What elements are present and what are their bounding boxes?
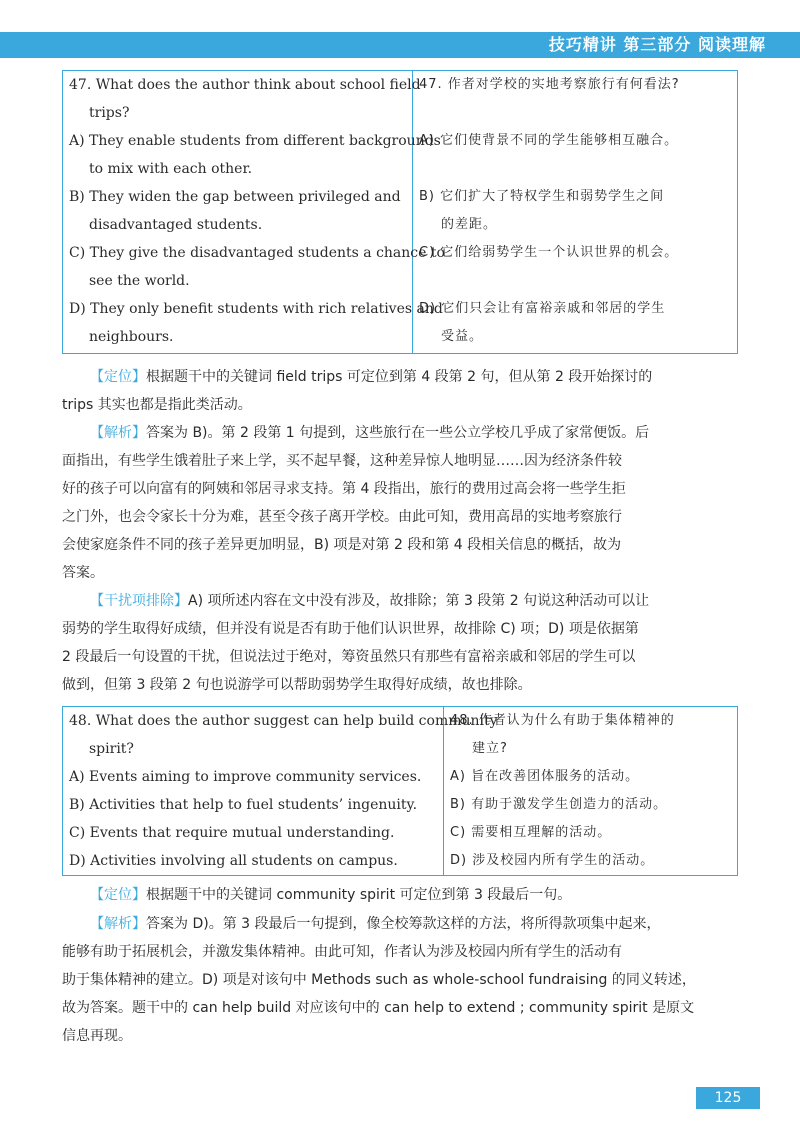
q48-zh-option-a: A) 旨在改善团体服务的活动。 xyxy=(450,769,640,784)
q47-zh-option-d: D) 它们只会让有富裕亲戚和邻居的学生 xyxy=(419,301,666,316)
q47-option-b: B) They widen the gap between privileged and xyxy=(69,189,401,205)
a48-analysis-line: 助于集体精神的建立。D) 项是对该句中 Methods such as whole-school fundraising 的同义转述， xyxy=(62,972,696,988)
a48-analysis-line: 答案为 D)。第 3 段最后一句提到，像全校筹款这样的方法，将所得款项集中起来， xyxy=(146,916,661,932)
locate-tag: 【定位】 xyxy=(90,887,146,903)
a47-analysis-line: 答案。 xyxy=(62,565,104,581)
q47-option-d-cont: neighbours. xyxy=(89,329,174,345)
a48-analysis-line: 信息再现。 xyxy=(62,1028,132,1044)
a47-distractor-line: 做到，但第 3 段第 2 句也说游学可以帮助弱势学生取得好成绩，故也排除。 xyxy=(62,677,532,693)
a47-analysis-paragraph xyxy=(62,419,738,587)
a48-analysis-paragraph xyxy=(62,910,738,1050)
q47-stem-line: trips? xyxy=(89,105,130,121)
q47-zh-spacer xyxy=(413,155,737,183)
q47-stem-line: 47. What does the author think about school field xyxy=(69,77,421,93)
q48-zh-option-b: B) 有助于激发学生创造力的活动。 xyxy=(450,797,668,812)
q47-option-a: A) They enable students from different backgrounds xyxy=(69,133,441,149)
a47-analysis-line: 好的孩子可以向富有的阿姨和邻居寻求支持。第 4 段指出，旅行的费用过高会将一些学生拒 xyxy=(62,481,626,497)
q48-zh-stem: 48. 作者认为什么有助于集体精神的 xyxy=(450,713,675,728)
a47-distractor-line: 2 段最后一句设置的干扰，但说法过于绝对，筹资虽然只有那些有富裕亲戚和邻居的学生可以 xyxy=(62,649,636,665)
a47-locate-line: trips 其实也都是指此类活动。 xyxy=(62,397,252,413)
q47-option-c-cont: see the world. xyxy=(89,273,190,289)
q47-zh-option-c: C) 它们给弱势学生一个认识世界的机会。 xyxy=(419,245,679,260)
q48-option-d: D) Activities involving all students on campus. xyxy=(69,853,398,869)
a47-analysis-line: 面指出，有些学生饿着肚子来上学，买不起早餐，这种差异惊人地明显……因为经济条件较 xyxy=(62,453,622,469)
analysis-tag: 【解析】 xyxy=(90,916,146,932)
a47-locate-line: 根据题干中的关键词 field trips 可定位到第 4 段第 2 句，但从第 2 段开始探讨的 xyxy=(146,369,653,385)
a47-analysis-line: 会使家庭条件不同的孩子差异更加明显，B) 项是对第 2 段和第 4 段相关信息的概括，故为 xyxy=(62,537,622,553)
q47-option-b-cont: disadvantaged students. xyxy=(89,217,263,233)
q47-zh-option-b: B) 它们扩大了特权学生和弱势学生之间 xyxy=(419,189,665,204)
q47-zh-option-b-cont: 的差距。 xyxy=(441,217,498,232)
q48-stem-line: spirit? xyxy=(89,741,134,757)
q48-zh-stem-cont: 建立? xyxy=(472,741,508,756)
analysis-tag: 【解析】 xyxy=(90,425,146,441)
a47-distractor-paragraph xyxy=(62,587,738,699)
q48-option-c: C) Events that require mutual understanding. xyxy=(69,825,395,841)
a48-analysis-line: 故为答案。题干中的 can help build 对应该句中的 can help to extend ; community spirit 是原文 xyxy=(62,1000,695,1016)
q48-option-b: B) Activities that help to fuel students’ ingenuity. xyxy=(69,797,418,813)
q47-option-d: D) They only benefit students with rich relatives and xyxy=(69,301,443,317)
question-48-chinese xyxy=(444,707,738,876)
q48-stem-line: 48. What does the author suggest can help build community xyxy=(69,713,498,729)
q47-zh-spacer xyxy=(413,99,737,127)
a47-locate-paragraph xyxy=(62,363,738,419)
question-47-chinese xyxy=(413,71,738,354)
a47-distractor-line: 弱势的学生取得好成绩，但并没有说是否有助于他们认识世界，故排除 C) 项；D) 项是依据第 xyxy=(62,621,639,637)
q47-zh-stem: 47. 作者对学校的实地考察旅行有何看法? xyxy=(419,77,680,92)
question-47-english xyxy=(63,71,445,354)
q48-zh-option-d: D) 涉及校园内所有学生的活动。 xyxy=(450,853,655,868)
question-47-table xyxy=(62,70,738,354)
a48-locate-line: 根据题干中的关键词 community spirit 可定位到第 3 段最后一句。 xyxy=(146,887,572,903)
q47-zh-option-a: A) 它们使背景不同的学生能够相互融合。 xyxy=(419,133,679,148)
locate-tag: 【定位】 xyxy=(90,369,146,385)
a47-analysis-line: 之门外，也会令家长十分为难，甚至令孩子离开学校。由此可知，费用高昂的实地考察旅行 xyxy=(62,509,622,525)
distractor-tag: 【干扰项排除】 xyxy=(90,593,188,609)
page-number: 125 xyxy=(696,1087,760,1109)
q47-zh-option-d-cont: 受益。 xyxy=(441,329,484,344)
q48-option-a: A) Events aiming to improve community services. xyxy=(69,769,422,785)
a47-distractor-line: A) 项所述内容在文中没有涉及，故排除；第 3 段第 2 句说这种活动可以让 xyxy=(188,593,650,609)
q47-option-c: C) They give the disadvantaged students a chance to xyxy=(69,245,445,261)
a48-locate-paragraph xyxy=(62,881,738,909)
a48-analysis-line: 能够有助于拓展机会，并激发集体精神。由此可知，作者认为涉及校园内所有学生的活动有 xyxy=(62,944,622,960)
question-48-table xyxy=(62,706,738,876)
q47-option-a-cont: to mix with each other. xyxy=(89,161,253,177)
q47-zh-spacer xyxy=(413,267,737,295)
running-header-title: 技巧精讲 第三部分 阅读理解 xyxy=(548,35,766,54)
q48-zh-option-c: C) 需要相互理解的活动。 xyxy=(450,825,612,840)
a47-analysis-line: 答案为 B)。第 2 段第 1 句提到，这些旅行在一些公立学校几乎成了家常便饭。后 xyxy=(146,425,650,441)
